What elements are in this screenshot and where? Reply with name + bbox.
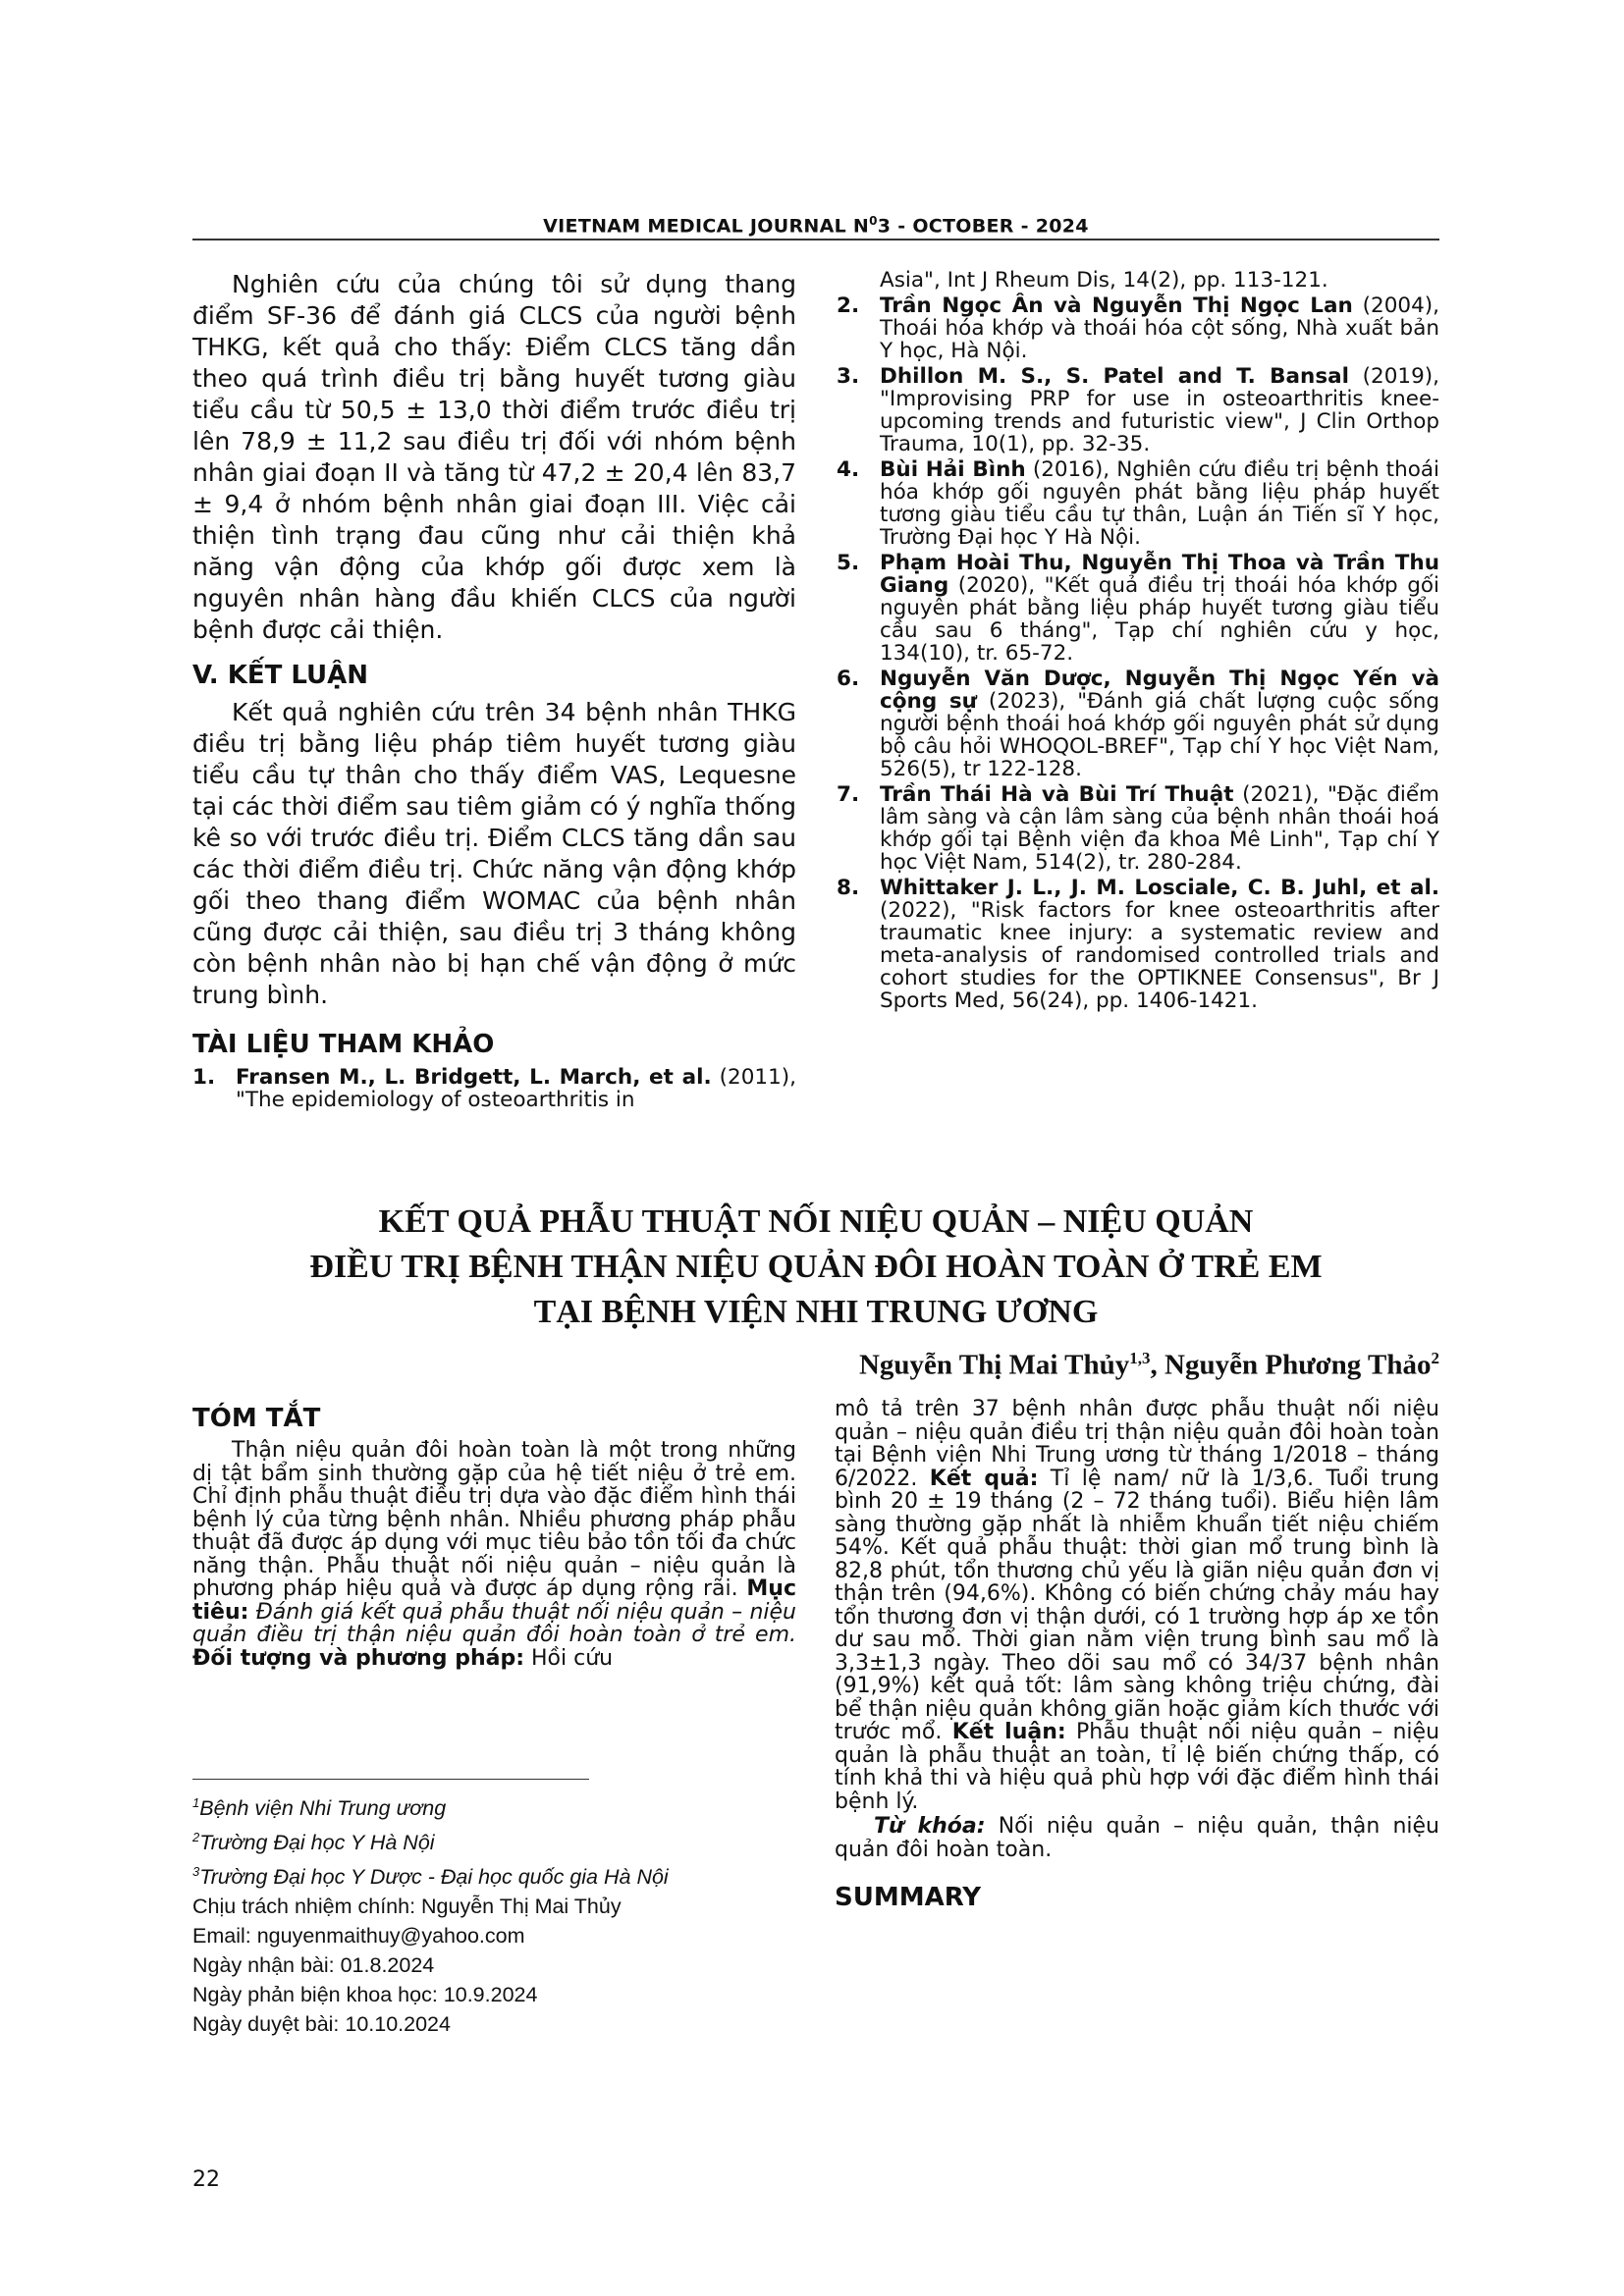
running-head [192, 214, 1439, 237]
footnote-rule [192, 1779, 589, 1780]
reference-number: 3. [837, 364, 860, 389]
reference-details: (2022), "Risk factors for knee osteoarthritis after traumatic knee injury: a systematic review and meta-analysis of randomised controlled trials and cohort studies for the OPTIKNEE Consensus", Br J Sports Med, 56(24), pp. 1406-1421. [880, 898, 1439, 1013]
date-reviewed: Ngày phản biện khoa học: 10.9.2024 [192, 1983, 538, 2007]
reference-item [837, 667, 1439, 780]
affiliation-sup: 2 [192, 1830, 200, 1845]
discussion-paragraph: Nghiên cứu của chúng tôi sử dụng thang điểm SF-36 để đánh giá CLCS của người bệnh THKG, kết quả cho thấy: Điểm CLCS tăng dần theo quá trình điều trị bằng huyết tương giàu tiểu cầu từ 50,5 ± 13,0 thời điểm trước điều trị lên 78,9 ± 11,2 sau điều trị đối với nhóm bệnh nhân giai đoạn II và tăng từ 47,2 ± 20,4 lên 83,7 ± 9,4 ở nhóm bệnh nhân giai đoạn III. Việc cải thiện tình trạng đau cũng như cải thiện khả năng vận động của khớp gối được xem là nguyên nhân hàng đầu khiến CLCS của người bệnh được cải thiện. [192, 270, 796, 644]
methods-label: Đối tượng và phương pháp: [192, 1645, 525, 1671]
journal-name: VIETNAM MEDICAL JOURNAL N [543, 215, 870, 238]
reference-item [837, 783, 1439, 874]
reference-authors: Fransen M., L. Bridgett, L. March, et al. [236, 1065, 712, 1090]
reference-details: (2019), "Improvising PRP for use in osteoarthritis knee-upcoming trends and futuristic view", J Clin Orthop Trauma, 10(1), pp. 32-35. [880, 364, 1439, 456]
corresponding-author: Chịu trách nhiệm chính: Nguyễn Thị Mai Thủy [192, 1895, 622, 1919]
reference-number: 8. [837, 876, 860, 900]
author-affiliation-sup: 1,3 [1129, 1349, 1151, 1367]
abstract-text: mô tả trên 37 bệnh nhân được phẫu thuật nối niệu quản – niệu quản điều trị thận niệu quản đôi hoàn toàn tại Bệnh viện Nhi Trung ương từ tháng 1/2018 – tháng 6/2022. [835, 1397, 1439, 1491]
abstract-left-column [192, 1400, 796, 1670]
affiliation-text: Bệnh viện Nhi Trung ương [199, 1796, 447, 1821]
objective-label: Mục tiêu: [192, 1576, 796, 1625]
affiliation [192, 1789, 801, 1823]
affiliation-sup: 1 [192, 1795, 200, 1810]
reference-item [837, 458, 1439, 549]
reference-text [880, 458, 1439, 549]
reference-authors: Trần Ngọc Ân và Nguyễn Thị Ngọc Lan [880, 294, 1353, 318]
reference-item [837, 552, 1439, 665]
reference-authors: Phạm Hoài Thu, Nguyễn Thị Thoa và Trần Thu Giang [880, 551, 1439, 598]
reference-details: (2011), "The epidemiology of osteoarthritis in [236, 1065, 796, 1112]
title-line: TẠI BỆNH VIỆN NHI TRUNG ƯƠNG [533, 1294, 1099, 1330]
header-rule [192, 239, 1439, 240]
abstract-paragraph [192, 1439, 796, 1670]
conclusion-paragraph: Kết quả nghiên cứu trên 34 bệnh nhân THKG điều trị bằng liệu pháp tiêm huyết tương giàu tiểu cầu tự thân cho thấy điểm VAS, Lequesne tại các thời điểm sau tiêm giảm có ý nghĩa thống kê so với trước điều trị. Điểm CLCS tăng dần sau các thời điểm điều trị. Chức năng vận động khớp gối theo thang điểm WOMAC của bệnh nhân cũng được cải thiện, sau điều trị 3 tháng không còn bệnh nhân nào bị hạn chế vận động ở mức trung bình. [192, 698, 796, 1009]
abstract-text: Thận niệu quản đôi hoàn toàn là một trong những dị tật bẩm sinh thường gặp của hệ tiết niệu ở trẻ em. Chỉ định phẫu thuật điều trị dựa vào đặc điểm hình thái bệnh lý của từng bệnh nhân. Nhiều phương pháp phẫu thuật đã được áp dụng với mục tiêu bảo tồn tối đa chức năng thận. Phẫu thuật nối niệu quản – niệu quản là phương pháp hiệu quả và được áp dụng rộng rãi. [192, 1438, 796, 1601]
abstract-text: Hồi cứu [524, 1645, 614, 1671]
email: Email: nguyenmaithuy@yahoo.com [192, 1924, 525, 1949]
summary-heading: SUMMARY [835, 1883, 982, 1912]
reference-text [880, 667, 1439, 780]
reference-number: 4. [837, 457, 860, 482]
reference-text [880, 783, 1439, 874]
reference-item [192, 1066, 796, 1111]
abstract-heading: TÓM TẮT [192, 1404, 321, 1433]
reference-text [880, 552, 1439, 665]
reference-authors: Whittaker J. L., J. M. Losciale, C. B. Juhl, et al. [880, 876, 1439, 900]
reference-authors: Bùi Hải Bình [880, 457, 1026, 482]
reference-authors: Trần Thái Hà và Bùi Trí Thuật [880, 782, 1234, 807]
reference-authors: Nguyễn Văn Dược, Nguyễn Thị Ngọc Yến và cộng sự [880, 667, 1439, 714]
reference-details: (2023), "Đánh giá chất lượng cuộc sống người bệnh thoái hoá khớp gối nguyên phát sử dụng bộ câu hỏi WHOQOL-BREF", Tạp chí Y học Việt Nam, 526(5), tr 122-128. [880, 689, 1439, 781]
conclusion-heading: V. KẾT LUẬN [192, 661, 369, 690]
abstract-text: Phẫu thuật nối niệu quản – niệu quản là phẫu thuật an toàn, tỉ lệ biến chứng thấp, có tính khả thi và hiệu quả phù hợp với đặc điểm hình thái bệnh lý. [835, 1720, 1440, 1814]
references-heading: TÀI LIỆU THAM KHẢO [192, 1030, 495, 1059]
reference-item [837, 365, 1439, 455]
reference-item [837, 877, 1439, 1012]
reference-number: 7. [837, 782, 860, 807]
reference-details: (2016), Nghiên cứu điều trị bệnh thoái hóa khớp gối nguyên phát bằng liệu pháp huyết tương giàu tiểu cầu tự thân, Luận án Tiến sĩ Y học, Trường Đại học Y Hà Nội. [880, 457, 1439, 550]
affiliation-text: Trường Đại học Y Hà Nội [199, 1831, 435, 1855]
affiliation-sup: 3 [192, 1864, 200, 1880]
reference-text [880, 294, 1439, 362]
reference-text [880, 877, 1439, 1012]
reference-text [236, 1066, 796, 1111]
keywords-label: Từ khóa: [874, 1814, 986, 1839]
reference-text [880, 365, 1439, 455]
author-separator: , [1150, 1349, 1165, 1381]
journal-issue-sup: 0 [869, 214, 878, 228]
affiliation [192, 1823, 801, 1857]
reference-continuation: Asia", Int J Rheum Dis, 14(2), pp. 113-121. [880, 268, 1328, 293]
author-line [859, 1349, 1439, 1382]
affiliation-text: Trường Đại học Y Dược - Đại học quốc gia Hà Nội [199, 1865, 669, 1890]
date-accepted: Ngày duyệt bài: 10.10.2024 [192, 2012, 451, 2037]
top-left-column [192, 269, 796, 1114]
top-right-column [837, 269, 1439, 1015]
abstract-text: Tỉ lệ nam/ nữ là 1/3,6. Tuổi trung bình 20 ± 19 tháng (2 – 72 tháng tuổi). Biểu hiện lâm sàng thường gặp nhất là nhiễm khuẩn tiết niệu chiếm 54%. Kết quả phẫu thuật: thời gian mổ trung bình là 82,8 phút, tổn thương chủ yếu là giãn niệu quản đơn vị thận trên (94,6%). Không có biến chứng chảy máu hay tổn thương đơn vị thận dưới, có 1 trường hợp áp xe tồn dư sau mổ. Thời gian nằm viện trung bình sau mổ là 3,3±1,3 ngày. Theo dõi sau mổ có 34/37 bệnh nhân (91,9%) kết quả tốt: lâm sàng không triệu chứng, đài bể thận niệu quản không giãn hoặc giảm kích thước với trước mổ. [835, 1466, 1440, 1744]
reference-details: (2004), Thoái hóa khớp và thoái hóa cột sống, Nhà xuất bản Y học, Hà Nội. [880, 294, 1439, 363]
abstract-text: Đánh giá kết quả phẫu thuật nối niệu quản – niệu quản điều trị thận niệu quản đôi hoàn toàn ở trẻ em. [192, 1599, 796, 1647]
affiliation [192, 1857, 801, 1892]
journal-issue: 3 - OCTOBER - 2024 [877, 215, 1089, 238]
title-line: KẾT QUẢ PHẪU THUẬT NỐI NIỆU QUẢN – NIỆU QUẢN [378, 1203, 1254, 1240]
footnotes [192, 1789, 801, 2039]
author-name: Nguyễn Thị Mai Thủy [858, 1349, 1130, 1381]
reference-authors: Dhillon M. S., S. Patel and T. Bansal [880, 364, 1350, 389]
abstract-right-column [835, 1398, 1439, 1918]
references-list-left [192, 1066, 796, 1111]
date-received: Ngày nhận bài: 01.8.2024 [192, 1953, 435, 1978]
author-name: Nguyễn Phương Thảo [1164, 1349, 1432, 1381]
reference-number: 5. [837, 551, 860, 575]
reference-number: 2. [837, 294, 860, 318]
article-title [192, 1200, 1439, 1335]
results-label: Kết quả: [929, 1466, 1039, 1491]
author-affiliation-sup: 2 [1431, 1349, 1439, 1367]
reference-number: 1. [192, 1065, 216, 1090]
conclusion-label: Kết luận: [951, 1720, 1066, 1744]
keywords-text: Nối niệu quản – niệu quản, thận niệu quản đôi hoàn toàn. [835, 1814, 1439, 1862]
abstract-paragraph [835, 1398, 1439, 1813]
reference-details: (2020), "Kết quả điều trị thoái hóa khớp gối nguyên phát bằng liệu pháp huyết tương giàu tiểu cầu sau 6 tháng", Tạp chí nghiên cứu y học, 134(10), tr. 65-72. [880, 573, 1439, 666]
keywords-paragraph [835, 1815, 1439, 1861]
title-line: ĐIỀU TRỊ BỆNH THẬN NIỆU QUẢN ĐÔI HOÀN TOÀN Ở TRẺ EM [309, 1249, 1323, 1285]
reference-item [837, 294, 1439, 362]
reference-details: (2021), "Đặc điểm lâm sàng và cận lâm sàng của bệnh nhân thoái hoá khớp gối tại Bệnh viện đa khoa Mê Linh", Tạp chí Y học Việt Nam, 514(2), tr. 280-284. [880, 782, 1439, 875]
reference-number: 6. [837, 667, 860, 691]
page-number: 22 [192, 2167, 220, 2192]
